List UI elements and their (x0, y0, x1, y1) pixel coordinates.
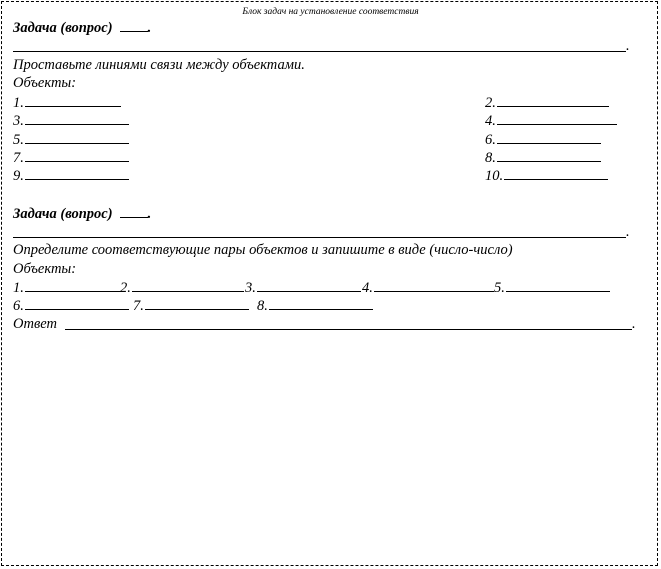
task1-object-7-blank (25, 149, 129, 162)
task2-number-blank (120, 205, 148, 218)
task1-object-1-blank (25, 94, 121, 107)
task1-object-4-blank (497, 112, 617, 125)
task1-object-5 (13, 131, 129, 149)
task2-answer-label: Ответ (13, 316, 57, 332)
task2-object-7-number: 7. (133, 298, 144, 314)
task2-object-8 (257, 297, 373, 315)
task2-answer-end: . (632, 316, 636, 332)
task2-object-1 (13, 279, 121, 297)
task1-object-9 (13, 167, 129, 185)
task1-object-7 (13, 149, 129, 167)
task1-object-2-number: 2. (485, 95, 496, 111)
task1-title-end: . (147, 20, 152, 36)
task2-object-6 (13, 297, 129, 315)
page-header: Блок задач на установление соответствия (242, 7, 419, 17)
task1-object-9-number: 9. (13, 168, 24, 184)
task1-object-10-blank (504, 167, 608, 180)
task2-object-8-number: 8. (257, 298, 268, 314)
task2-object-5-number: 5. (494, 280, 505, 296)
task2-object-3-number: 3. (245, 280, 256, 296)
task2-answer-line (65, 329, 632, 330)
task1-object-6-number: 6. (485, 132, 496, 148)
task1-question-line (13, 51, 626, 52)
task1-object-5-number: 5. (13, 132, 24, 148)
task1-object-2-blank (497, 94, 609, 107)
task1-object-3 (13, 112, 129, 130)
task2-title: Задача (вопрос) (13, 206, 113, 222)
task1-object-6 (485, 131, 601, 149)
task2-object-7-blank (145, 297, 249, 310)
task1-title-row (13, 19, 151, 37)
task1-object-9-blank (25, 167, 129, 180)
task2-title-row (13, 205, 151, 223)
task2-object-6-number: 6. (13, 298, 24, 314)
task2-object-5-blank (506, 279, 610, 292)
task1-object-4 (485, 112, 617, 130)
task1-instruction: Проставьте линиями связи между объектами. (13, 57, 305, 73)
task1-object-3-blank (25, 112, 129, 125)
task2-instruction: Определите соответствующие пары объектов и запишите в виде (число-число) (13, 242, 513, 258)
task1-object-8 (485, 149, 601, 167)
task1-object-10-number: 10. (485, 168, 504, 184)
task2-object-6-blank (25, 297, 129, 310)
task2-object-4-blank (374, 279, 494, 292)
task1-object-4-number: 4. (485, 113, 496, 129)
task1-object-10 (485, 167, 608, 185)
task1-number-blank (120, 19, 148, 32)
task2-object-4 (362, 279, 494, 297)
task2-object-2-number: 2. (120, 280, 131, 296)
task2-object-4-number: 4. (362, 280, 373, 296)
task1-object-3-number: 3. (13, 113, 24, 129)
task2-object-5 (494, 279, 610, 297)
task2-line-end: . (626, 224, 630, 240)
task2-object-3-blank (257, 279, 361, 292)
task2-question-line (13, 237, 626, 238)
task1-object-6-blank (497, 131, 601, 144)
task1-object-1-number: 1. (13, 95, 24, 111)
task1-object-1 (13, 94, 121, 112)
task2-object-1-blank (25, 279, 121, 292)
task2-object-2 (120, 279, 244, 297)
task2-object-3 (245, 279, 361, 297)
task2-objects-label: Объекты: (13, 261, 77, 277)
task2-object-8-blank (269, 297, 373, 310)
task1-title: Задача (вопрос) (13, 20, 113, 36)
task1-object-8-number: 8. (485, 150, 496, 166)
task2-object-7 (133, 297, 249, 315)
task1-object-8-blank (497, 149, 601, 162)
task1-object-5-blank (25, 131, 129, 144)
task1-object-7-number: 7. (13, 150, 24, 166)
task1-objects-label: Объекты: (13, 75, 77, 91)
task2-title-end: . (147, 206, 152, 222)
task2-object-2-blank (132, 279, 244, 292)
task1-object-2 (485, 94, 609, 112)
task2-object-1-number: 1. (13, 280, 24, 296)
task1-line-end: . (626, 38, 630, 54)
